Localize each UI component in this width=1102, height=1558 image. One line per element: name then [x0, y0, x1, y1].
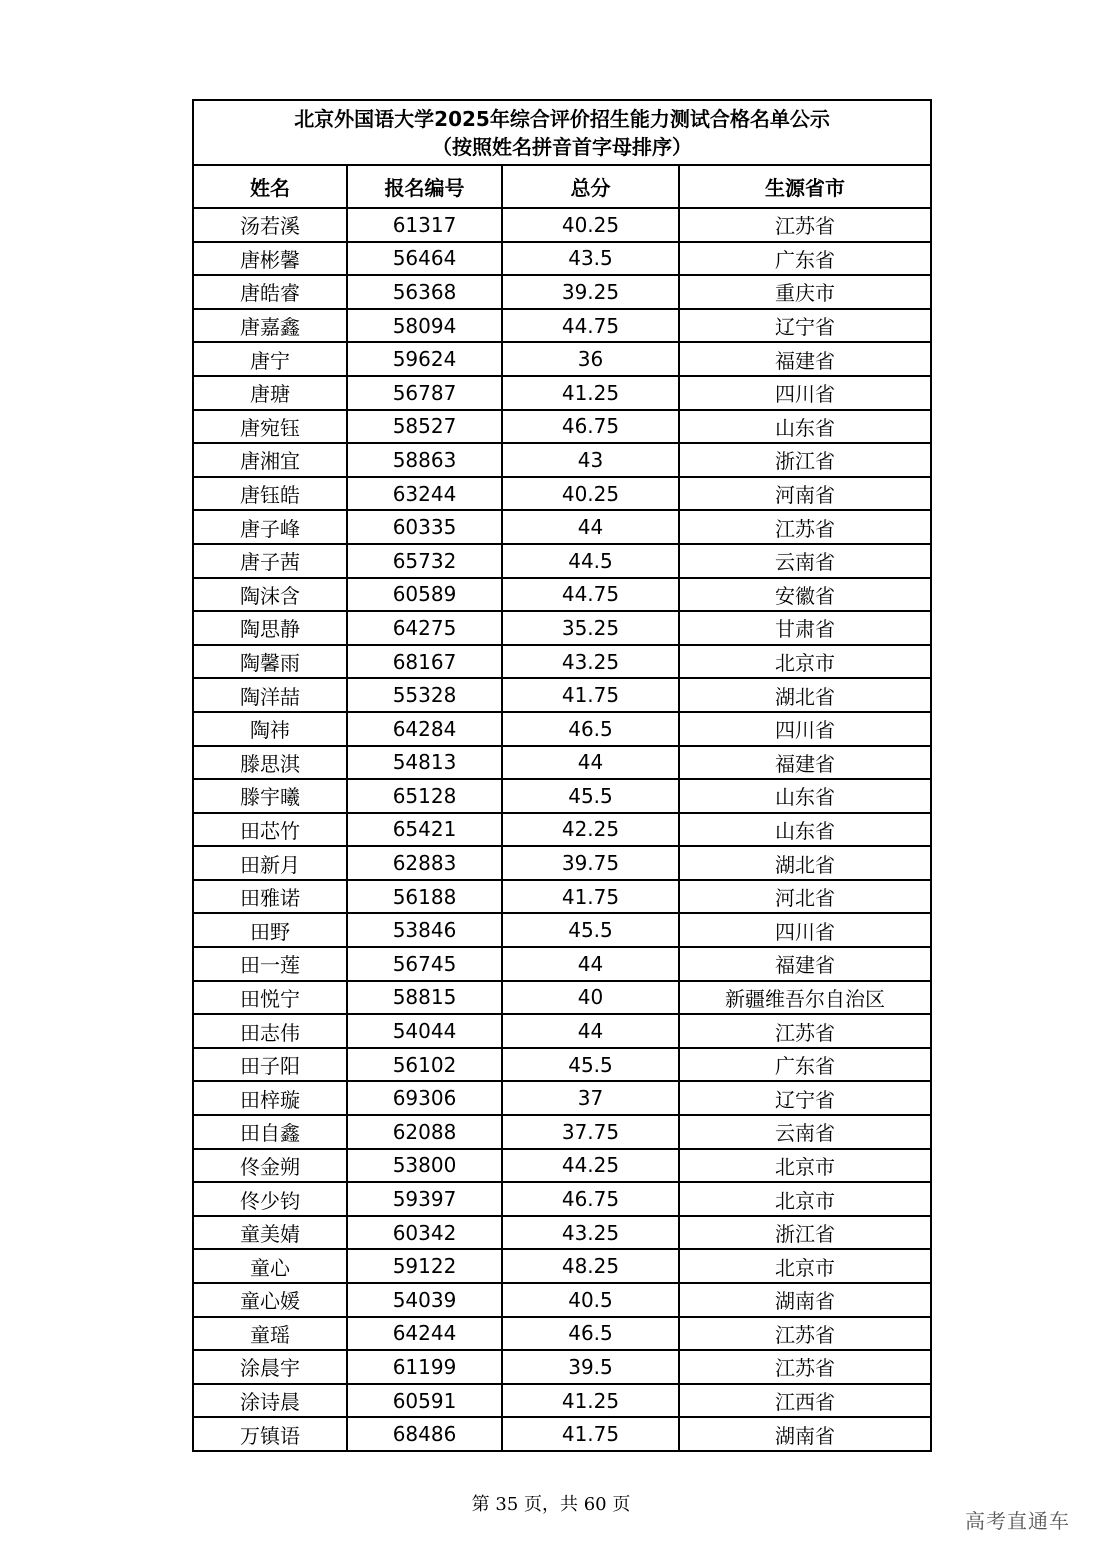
- cell-province: 广东省: [679, 242, 931, 276]
- table-row: [193, 1182, 931, 1216]
- cell-name: 田悦宁: [193, 981, 347, 1015]
- cell-registration-number: 56787: [347, 376, 502, 410]
- cell-name: 佟金朔: [193, 1149, 347, 1183]
- cell-total-score: 48.25: [502, 1249, 679, 1283]
- table-row: [193, 846, 931, 880]
- cell-name: 唐子茜: [193, 544, 347, 578]
- cell-province: 云南省: [679, 1115, 931, 1149]
- cell-name: 童心: [193, 1249, 347, 1283]
- cell-total-score: 43.5: [502, 242, 679, 276]
- table-row: [193, 1249, 931, 1283]
- cell-registration-number: 53800: [347, 1149, 502, 1183]
- cell-total-score: 37: [502, 1081, 679, 1115]
- cell-name: 唐子峰: [193, 510, 347, 544]
- cell-province: 辽宁省: [679, 1081, 931, 1115]
- table-row: [193, 947, 931, 981]
- cell-name: 田自鑫: [193, 1115, 347, 1149]
- cell-registration-number: 56368: [347, 275, 502, 309]
- cell-registration-number: 55328: [347, 678, 502, 712]
- cell-name: 唐钰皓: [193, 477, 347, 511]
- cell-total-score: 44.25: [502, 1149, 679, 1183]
- cell-registration-number: 61199: [347, 1350, 502, 1384]
- results-table: [192, 99, 932, 1452]
- cell-province: 广东省: [679, 1048, 931, 1082]
- cell-province: 北京市: [679, 1149, 931, 1183]
- cell-total-score: 40.5: [502, 1283, 679, 1317]
- cell-total-score: 39.5: [502, 1350, 679, 1384]
- table-row: [193, 1384, 931, 1418]
- cell-province: 江西省: [679, 1384, 931, 1418]
- cell-province: 浙江省: [679, 1216, 931, 1250]
- cell-province: 安徽省: [679, 578, 931, 612]
- table-row: [193, 242, 931, 276]
- cell-total-score: 41.75: [502, 880, 679, 914]
- cell-registration-number: 59397: [347, 1182, 502, 1216]
- table-row: [193, 1014, 931, 1048]
- column-header-name: 姓名: [193, 165, 347, 208]
- cell-registration-number: 64284: [347, 712, 502, 746]
- cell-registration-number: 56745: [347, 947, 502, 981]
- watermark-text: 高考直通车: [965, 1509, 1070, 1533]
- cell-province: 北京市: [679, 1249, 931, 1283]
- cell-province: 云南省: [679, 544, 931, 578]
- cell-name: 唐宁: [193, 342, 347, 376]
- column-header-registration-number: 报名编号: [347, 165, 502, 208]
- cell-province: 江苏省: [679, 510, 931, 544]
- table-row: [193, 880, 931, 914]
- cell-registration-number: 64244: [347, 1317, 502, 1351]
- cell-total-score: 44: [502, 947, 679, 981]
- table-row: [193, 611, 931, 645]
- cell-registration-number: 60335: [347, 510, 502, 544]
- cell-province: 浙江省: [679, 443, 931, 477]
- cell-total-score: 43.25: [502, 1216, 679, 1250]
- cell-name: 田新月: [193, 846, 347, 880]
- cell-registration-number: 58863: [347, 443, 502, 477]
- cell-province: 山东省: [679, 410, 931, 444]
- cell-registration-number: 68167: [347, 645, 502, 679]
- header-row: [193, 165, 931, 208]
- column-header-total-score: 总分: [502, 165, 679, 208]
- table-row: [193, 1216, 931, 1250]
- cell-name: 唐嘉鑫: [193, 309, 347, 343]
- table-row: [193, 746, 931, 780]
- table-row: [193, 813, 931, 847]
- cell-name: 陶思静: [193, 611, 347, 645]
- cell-total-score: 37.75: [502, 1115, 679, 1149]
- cell-name: 田子阳: [193, 1048, 347, 1082]
- table-row: [193, 981, 931, 1015]
- cell-province: 新疆维吾尔自治区: [679, 981, 931, 1015]
- cell-province: 福建省: [679, 947, 931, 981]
- cell-registration-number: 65732: [347, 544, 502, 578]
- cell-registration-number: 60342: [347, 1216, 502, 1250]
- table-row: [193, 578, 931, 612]
- cell-name: 唐皓睿: [193, 275, 347, 309]
- cell-total-score: 44.75: [502, 309, 679, 343]
- cell-name: 陶洋喆: [193, 678, 347, 712]
- cell-province: 四川省: [679, 376, 931, 410]
- cell-province: 福建省: [679, 746, 931, 780]
- table-row: [193, 477, 931, 511]
- cell-total-score: 39.25: [502, 275, 679, 309]
- cell-name: 田雅诺: [193, 880, 347, 914]
- cell-total-score: 40.25: [502, 208, 679, 242]
- cell-total-score: 41.75: [502, 678, 679, 712]
- cell-name: 童美婧: [193, 1216, 347, 1250]
- cell-registration-number: 64275: [347, 611, 502, 645]
- table-row: [193, 1115, 931, 1149]
- table-row: [193, 1081, 931, 1115]
- cell-registration-number: 65421: [347, 813, 502, 847]
- cell-province: 辽宁省: [679, 309, 931, 343]
- cell-registration-number: 59122: [347, 1249, 502, 1283]
- cell-province: 江苏省: [679, 208, 931, 242]
- table-row: [193, 1350, 931, 1384]
- cell-province: 四川省: [679, 913, 931, 947]
- table-row: [193, 309, 931, 343]
- table-row: [193, 410, 931, 444]
- cell-total-score: 39.75: [502, 846, 679, 880]
- cell-total-score: 43: [502, 443, 679, 477]
- cell-total-score: 44: [502, 1014, 679, 1048]
- table-row: [193, 779, 931, 813]
- cell-registration-number: 54813: [347, 746, 502, 780]
- cell-province: 江苏省: [679, 1350, 931, 1384]
- cell-total-score: 44: [502, 510, 679, 544]
- cell-name: 涂晨宇: [193, 1350, 347, 1384]
- cell-total-score: 41.25: [502, 376, 679, 410]
- table-row: [193, 544, 931, 578]
- cell-registration-number: 62088: [347, 1115, 502, 1149]
- cell-registration-number: 58815: [347, 981, 502, 1015]
- cell-province: 福建省: [679, 342, 931, 376]
- cell-total-score: 41.75: [502, 1417, 679, 1451]
- cell-total-score: 35.25: [502, 611, 679, 645]
- cell-registration-number: 65128: [347, 779, 502, 813]
- cell-name: 滕思淇: [193, 746, 347, 780]
- cell-province: 四川省: [679, 712, 931, 746]
- cell-total-score: 46.5: [502, 1317, 679, 1351]
- cell-name: 佟少钧: [193, 1182, 347, 1216]
- table-row: [193, 678, 931, 712]
- cell-total-score: 46.5: [502, 712, 679, 746]
- cell-total-score: 36: [502, 342, 679, 376]
- cell-province: 河南省: [679, 477, 931, 511]
- cell-registration-number: 58094: [347, 309, 502, 343]
- cell-registration-number: 56464: [347, 242, 502, 276]
- table-row: [193, 1149, 931, 1183]
- cell-registration-number: 63244: [347, 477, 502, 511]
- cell-total-score: 43.25: [502, 645, 679, 679]
- table-title: [193, 100, 931, 165]
- cell-province: 湖北省: [679, 846, 931, 880]
- cell-name: 唐湘宜: [193, 443, 347, 477]
- table-row: [193, 443, 931, 477]
- cell-name: 涂诗晨: [193, 1384, 347, 1418]
- cell-registration-number: 53846: [347, 913, 502, 947]
- cell-registration-number: 56102: [347, 1048, 502, 1082]
- table-row: [193, 208, 931, 242]
- table-row: [193, 275, 931, 309]
- cell-province: 北京市: [679, 645, 931, 679]
- cell-name: 汤若溪: [193, 208, 347, 242]
- table-row: [193, 1048, 931, 1082]
- cell-total-score: 45.5: [502, 779, 679, 813]
- cell-province: 江苏省: [679, 1014, 931, 1048]
- cell-province: 江苏省: [679, 1317, 931, 1351]
- cell-name: 陶祎: [193, 712, 347, 746]
- cell-total-score: 41.25: [502, 1384, 679, 1418]
- cell-total-score: 44.5: [502, 544, 679, 578]
- cell-province: 重庆市: [679, 275, 931, 309]
- cell-total-score: 46.75: [502, 410, 679, 444]
- table-body: [193, 208, 931, 1451]
- table-row: [193, 510, 931, 544]
- cell-registration-number: 59624: [347, 342, 502, 376]
- table-row: [193, 342, 931, 376]
- cell-name: 滕宇曦: [193, 779, 347, 813]
- cell-name: 田梓璇: [193, 1081, 347, 1115]
- cell-province: 山东省: [679, 813, 931, 847]
- cell-name: 田一莲: [193, 947, 347, 981]
- cell-registration-number: 54039: [347, 1283, 502, 1317]
- cell-registration-number: 69306: [347, 1081, 502, 1115]
- cell-registration-number: 54044: [347, 1014, 502, 1048]
- cell-registration-number: 68486: [347, 1417, 502, 1451]
- title-line-2: （按照姓名拼音首字母排序）: [432, 134, 693, 159]
- cell-total-score: 44.75: [502, 578, 679, 612]
- table-row: [193, 913, 931, 947]
- cell-province: 湖北省: [679, 678, 931, 712]
- cell-total-score: 46.75: [502, 1182, 679, 1216]
- cell-province: 北京市: [679, 1182, 931, 1216]
- cell-registration-number: 62883: [347, 846, 502, 880]
- cell-province: 湖南省: [679, 1417, 931, 1451]
- cell-province: 甘肃省: [679, 611, 931, 645]
- cell-name: 田志伟: [193, 1014, 347, 1048]
- cell-name: 唐宛钰: [193, 410, 347, 444]
- cell-province: 河北省: [679, 880, 931, 914]
- cell-registration-number: 60589: [347, 578, 502, 612]
- cell-name: 万镇语: [193, 1417, 347, 1451]
- table-row: [193, 712, 931, 746]
- table-row: [193, 1417, 931, 1451]
- cell-name: 陶沫含: [193, 578, 347, 612]
- cell-total-score: 40.25: [502, 477, 679, 511]
- title-line-1: 北京外国语大学2025年综合评价招生能力测试合格名单公示: [294, 106, 830, 131]
- cell-name: 陶馨雨: [193, 645, 347, 679]
- cell-province: 山东省: [679, 779, 931, 813]
- cell-total-score: 44: [502, 746, 679, 780]
- cell-name: 田芯竹: [193, 813, 347, 847]
- table-row: [193, 645, 931, 679]
- cell-name: 童心媛: [193, 1283, 347, 1317]
- table-row: [193, 1283, 931, 1317]
- cell-total-score: 45.5: [502, 913, 679, 947]
- cell-name: 田野: [193, 913, 347, 947]
- page-number: 第 35 页，共 60 页: [471, 1494, 631, 1515]
- cell-province: 湖南省: [679, 1283, 931, 1317]
- cell-name: 唐彬馨: [193, 242, 347, 276]
- table-row: [193, 1317, 931, 1351]
- table-row: [193, 376, 931, 410]
- cell-name: 童瑶: [193, 1317, 347, 1351]
- cell-registration-number: 61317: [347, 208, 502, 242]
- cell-name: 唐瑭: [193, 376, 347, 410]
- column-header-province: 生源省市: [679, 165, 931, 208]
- cell-registration-number: 56188: [347, 880, 502, 914]
- cell-total-score: 40: [502, 981, 679, 1015]
- cell-total-score: 45.5: [502, 1048, 679, 1082]
- cell-total-score: 42.25: [502, 813, 679, 847]
- cell-registration-number: 60591: [347, 1384, 502, 1418]
- cell-registration-number: 58527: [347, 410, 502, 444]
